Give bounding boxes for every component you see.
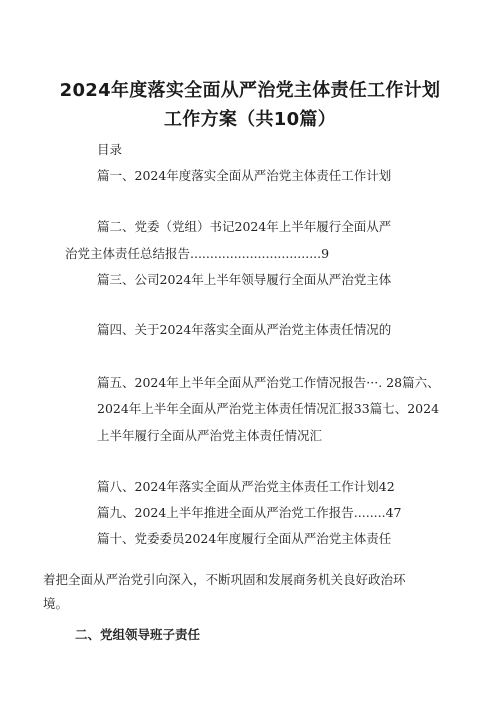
section-heading: 二、党组领导班子责任: [75, 627, 201, 642]
toc-label: 目录: [97, 142, 123, 157]
document-title-line-1: 2024年度落实全面从严治党主体责任工作计划: [59, 80, 441, 101]
document-title-line-2: 工作方案（共10篇）: [163, 109, 337, 130]
toc-entry-4: 篇四、关于2024年落实全面从严治党主体责任情况的: [97, 322, 392, 337]
toc-entry-9: 篇九、2024上半年推进全面从严治党工作报告........47: [97, 505, 402, 520]
toc-entry-2-continuation: 治党主体责任总结报告.................................9: [65, 246, 330, 261]
toc-entry-5: 篇五、2024年上半年全面从严治党工作情况报告···. 28篇六、: [97, 375, 440, 390]
toc-entry-7-continuation: 上半年履行全面从严治党主体责任情况汇: [97, 428, 323, 443]
toc-entry-3: 篇三、公司2024年上半年领导履行全面从严治党主体: [97, 272, 392, 287]
toc-entry-5-continuation: 2024年上半年全面从严治党主体责任情况汇报33篇七、2024: [97, 401, 440, 416]
body-paragraph-line-1: 着把全面从严治党引向深入，不断巩固和发展商务机关良好政治环: [43, 572, 406, 587]
toc-entry-1: 篇一、2024年度落实全面从严治党主体责任工作计划: [97, 168, 392, 183]
toc-entry-8: 篇八、2024年落实全面从严治党主体责任工作计划42: [97, 479, 395, 494]
toc-entry-10: 篇十、党委委员2024年度履行全面从严治党主体责任: [97, 531, 392, 546]
body-paragraph-line-2: 境。: [43, 596, 69, 611]
toc-entry-2: 篇二、党委（党组）书记2024年上半年履行全面从严: [97, 219, 392, 234]
